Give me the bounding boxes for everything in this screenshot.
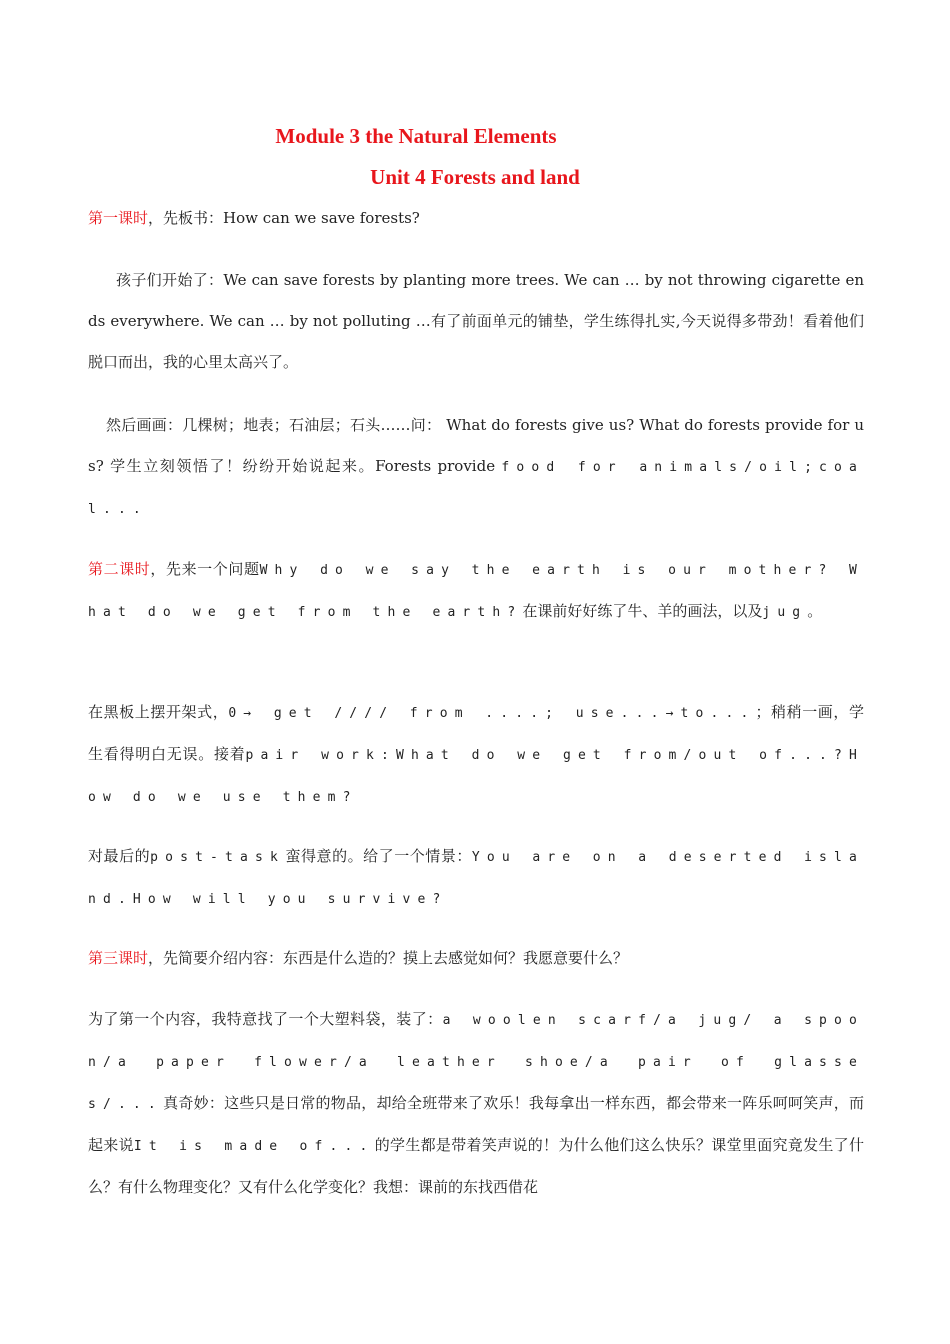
- paragraph-save-forests: [88, 260, 864, 383]
- plastic-bag-items: a woolen scarf/a jug/ a spoon/a paper flower/a leather shoe/a pair of glasses/...: [88, 1013, 864, 1112]
- lesson-1-label: 第一课时: [88, 209, 149, 227]
- lesson-3-label: 第三课时: [88, 949, 149, 967]
- plastic-bag-text: 为了第一个内容，我特意找了一个大塑料袋，装了：: [88, 1010, 443, 1028]
- paragraph-lesson-2: [88, 549, 864, 633]
- unit-title: Unit 4 Forests and land: [370, 165, 580, 189]
- lesson-2-end: 。: [807, 602, 823, 620]
- plastic-bag-made-of: It is made of...: [133, 1139, 375, 1154]
- module-title: Module 3 the Natural Elements: [275, 124, 557, 148]
- lesson-2-text: ，先来一个问题: [150, 560, 260, 578]
- lesson-2-jug: jug: [762, 605, 808, 620]
- plastic-bag-end: 的学生都是带着笑声说的！为什么他们这么快乐？课堂里面究竟发生了什么？有什么物理变化？又有什么化学变化？我想：课前的东找西借花: [88, 1136, 864, 1196]
- lesson-2-label: 第二课时: [88, 560, 151, 578]
- post-task-tail: 蛮得意的。给了一个情景：: [284, 847, 472, 865]
- blackboard-formula: 0→ get //// from ....; use...→to...: [228, 706, 756, 721]
- paragraph-plastic-bag: [88, 999, 864, 1208]
- plastic-bag-tail: 真奇妙：这些只是日常的物品，却给全班带来了欢乐！我每拿出一样东西，都会带来一阵乐呵呵笑声，而起来说: [88, 1094, 864, 1154]
- post-task-scenario: You are on a deserted island.How will you survive?: [88, 850, 864, 907]
- lesson-3-text: ，先简要介绍内容：东西是什么造的？摸上去感觉如何？我愿意要什么？: [148, 949, 629, 967]
- lesson-2-tail: 在课前好好练了牛、羊的画法，以及: [522, 602, 763, 620]
- paragraph-blackboard: [88, 692, 864, 818]
- post-task-label: post-task: [150, 850, 285, 865]
- drawing-text: 然后画画：几棵树；地表；石油层；石头……问： What do forests give us? What do forests provide for us? 学生立刻领悟了！纷纷开始说起来。Forests provide: [88, 416, 864, 475]
- post-task-text: 对最后的: [88, 847, 151, 865]
- lesson-2-question: Why do we say the earth is our mother? What do we get from the earth?: [88, 563, 864, 620]
- blackboard-text: 在黑板上摆开架式，: [88, 703, 229, 721]
- blackboard-pairwork: pair work:What do we get from/out of...?How do we use them?: [88, 748, 864, 805]
- paragraph-lesson-1: [88, 198, 864, 239]
- blackboard-tail: ；稍稍一画，学生看得明白无误。接着: [88, 703, 864, 763]
- paragraph-lesson-3: [88, 938, 864, 979]
- paragraph-post-task: [88, 836, 864, 920]
- lesson-1-text: ，先板书：How can we save forests?: [148, 209, 420, 227]
- drawing-spaced-text: food for animals/oil;coal...: [88, 460, 864, 517]
- paragraph-drawing: [88, 405, 864, 530]
- save-forests-text: 孩子们开始了：We can save forests by planting more trees. We can … by not throwing cigarette ends everywhere. We can … by not polluting …有了前面单元的铺垫，学生练得扎实,今天说得多带劲！看着他们脱口而出，我的心里太高兴了。: [88, 271, 864, 371]
